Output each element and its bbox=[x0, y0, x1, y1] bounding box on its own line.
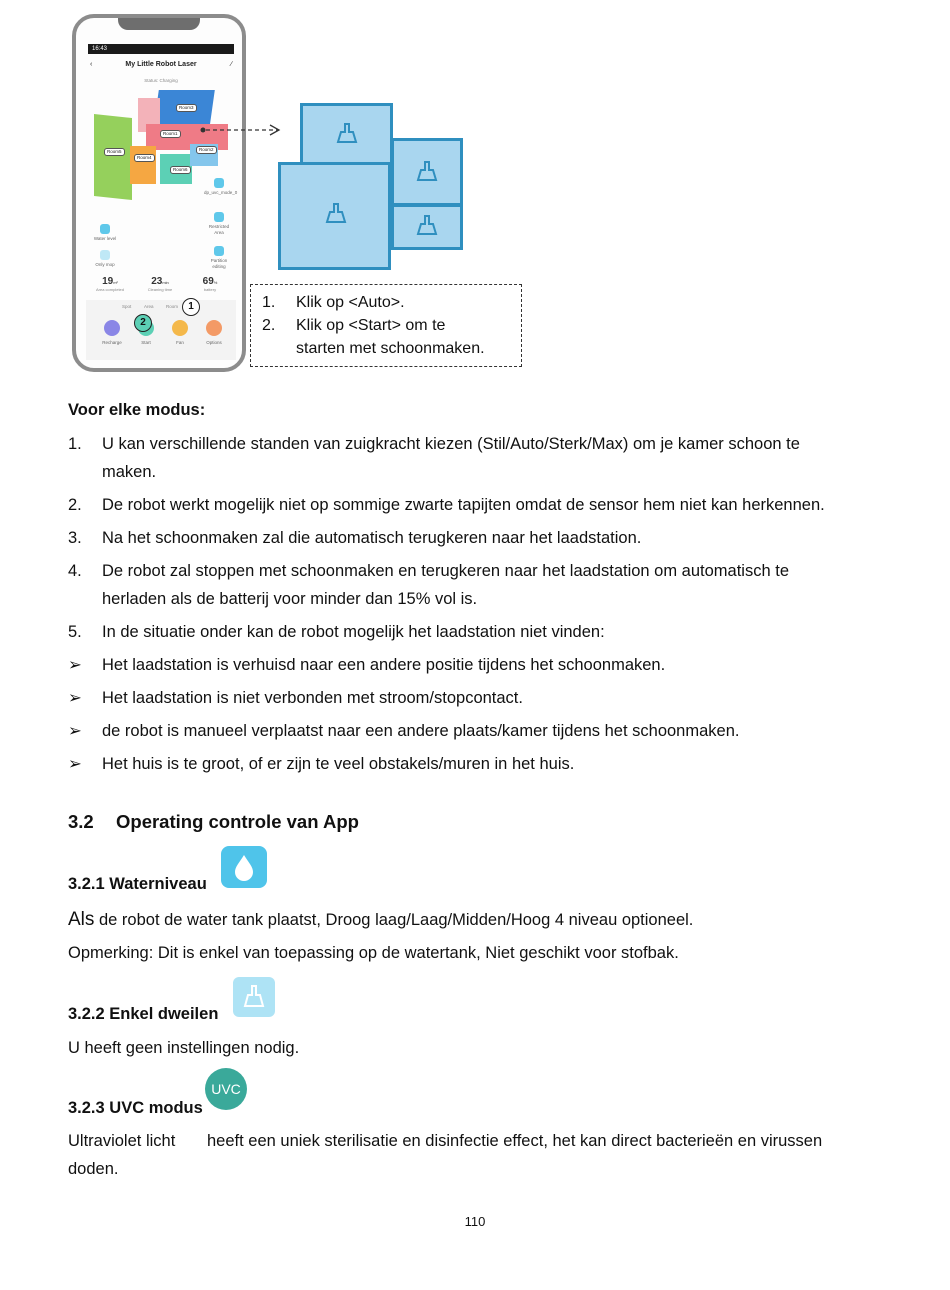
list-number: 1. bbox=[68, 435, 82, 453]
list-number: 3. bbox=[68, 529, 82, 547]
stat-area bbox=[90, 276, 130, 292]
callout-1: 1 bbox=[182, 298, 200, 316]
paragraph: doden. bbox=[68, 1160, 119, 1178]
paragraph-rest: de robot de water tank plaatst, Droog laag/Laag/Midden/Hoog 4 niveau optioneel. bbox=[94, 911, 694, 929]
list-item: In de situatie onder kan de robot mogelijk het laadstation niet vinden: bbox=[102, 623, 605, 641]
dashed-arrow bbox=[200, 122, 284, 138]
uvc-icon-text: UVC bbox=[211, 1081, 241, 1097]
uvc-icon bbox=[205, 1068, 247, 1110]
subsection-heading: 3.2.1 Waterniveau bbox=[68, 875, 207, 893]
map-room-orange bbox=[130, 146, 156, 184]
left-label: Water level bbox=[93, 236, 117, 241]
water-level-icon[interactable] bbox=[100, 224, 110, 234]
status-time: 16:43 bbox=[92, 46, 108, 52]
paragraph-lead: Als bbox=[68, 909, 95, 930]
arrow-bullet-icon: ➢ bbox=[68, 656, 82, 674]
room-label[interactable]: Room5 bbox=[104, 148, 125, 156]
fan-button[interactable] bbox=[172, 320, 188, 336]
stat-unit: % bbox=[213, 280, 218, 285]
left-label: Only mop bbox=[95, 262, 115, 267]
room-label[interactable]: Room6 bbox=[170, 166, 191, 174]
bullet-item: Het laadstation is verhuisd naar een andere positie tijdens het schoonmaken. bbox=[102, 656, 666, 674]
arrow-bullet-icon: ➢ bbox=[68, 722, 82, 740]
map-room-green bbox=[94, 114, 132, 200]
list-item: De robot zal stoppen met schoonmaken en terugkeren naar het laadstation om automatisch te bbox=[102, 562, 789, 580]
control-dock bbox=[86, 300, 236, 360]
broom-icon bbox=[325, 202, 347, 226]
recharge-button[interactable] bbox=[104, 320, 120, 336]
list-number: 2. bbox=[68, 496, 82, 514]
mop-icon bbox=[233, 977, 275, 1017]
instruction-box bbox=[250, 284, 522, 367]
list-item: Na het schoonmaken zal die automatisch terugkeren naar het laadstation. bbox=[102, 529, 642, 547]
restricted-area-icon[interactable] bbox=[214, 212, 224, 222]
callout-2: 2 bbox=[134, 314, 152, 332]
side-label: Restricted Area bbox=[208, 224, 230, 235]
list-item: U kan verschillende standen van zuigkracht kiezen (Stil/Auto/Sterk/Max) om je kamer schoon te bbox=[102, 435, 800, 453]
paragraph: Ultraviolet licht bbox=[68, 1132, 176, 1150]
side-label: Partition editing bbox=[210, 258, 228, 269]
stat-unit: min bbox=[162, 280, 169, 285]
bullet-item: de robot is manueel verplaatst naar een andere plaats/kamer tijdens het schoonmaken. bbox=[102, 722, 740, 740]
list-number: 5. bbox=[68, 623, 82, 641]
robot-status: Status: Charging bbox=[144, 78, 178, 83]
page-number: 110 bbox=[464, 1214, 486, 1229]
dock-label: Fan bbox=[176, 340, 184, 345]
room-label[interactable]: Room4 bbox=[134, 154, 155, 162]
phone-notch bbox=[118, 16, 200, 30]
options-button[interactable] bbox=[206, 320, 222, 336]
stat-label: Cleaning time bbox=[147, 287, 173, 292]
stat-battery bbox=[190, 276, 230, 292]
section-heading: Voor elke modus: bbox=[68, 401, 206, 419]
stat-value: 19 bbox=[102, 276, 114, 287]
chevron-left-icon[interactable]: ‹ bbox=[90, 61, 93, 68]
partition-edit-icon[interactable] bbox=[214, 246, 224, 256]
uvc-mode-icon[interactable] bbox=[214, 178, 224, 188]
section-title: Operating controle van App bbox=[116, 811, 359, 832]
mode-tab-spot[interactable]: Spot bbox=[122, 304, 132, 309]
stat-label: Area completed bbox=[95, 287, 124, 292]
mode-tab-room[interactable]: Room bbox=[166, 304, 179, 309]
phone-status-bar bbox=[88, 44, 234, 54]
step-text: Klik op <Start> om te bbox=[296, 317, 446, 334]
side-label: dp_uvc_mode_0 bbox=[204, 190, 238, 195]
list-item: herladen als de batterij voor minder dan 15% vol is. bbox=[102, 590, 478, 608]
dock-label: Start bbox=[141, 340, 151, 345]
broom-icon bbox=[336, 122, 358, 146]
section-number: 3.2 bbox=[68, 811, 94, 832]
subsection-heading: 3.2.2 Enkel dweilen bbox=[68, 1005, 219, 1023]
phone-mockup bbox=[72, 14, 246, 372]
paragraph bbox=[68, 906, 693, 934]
step-continuation: starten met schoonmaken. bbox=[296, 340, 485, 357]
edit-pencil-icon[interactable]: ∕ bbox=[230, 61, 232, 68]
mode-tab-area[interactable]: Area bbox=[144, 304, 154, 309]
stat-label: battery bbox=[203, 287, 217, 292]
water-drop-icon bbox=[221, 846, 267, 888]
bullet-item: Het laadstation is niet verbonden met stroom/stopcontact. bbox=[102, 689, 523, 707]
app-title: My Little Robot Laser bbox=[125, 61, 197, 68]
only-mop-icon[interactable] bbox=[100, 250, 110, 260]
list-number: 4. bbox=[68, 562, 82, 580]
broom-icon bbox=[416, 214, 438, 238]
room-label[interactable]: Room2 bbox=[196, 146, 217, 154]
room-label[interactable]: Room3 bbox=[176, 104, 197, 112]
paragraph: Opmerking: Dit is enkel van toepassing op de watertank, Niet geschikt voor stofbak. bbox=[68, 944, 679, 962]
stat-value: 23 bbox=[151, 276, 163, 287]
list-item: maken. bbox=[102, 463, 157, 481]
room-label[interactable]: Room1 bbox=[160, 130, 181, 138]
step-number: 1. bbox=[262, 294, 276, 311]
paragraph: U heeft geen instellingen nodig. bbox=[68, 1039, 300, 1057]
broom-icon bbox=[416, 160, 438, 184]
bullet-item: Het huis is te groot, of er zijn te veel obstakels/muren in het huis. bbox=[102, 755, 575, 773]
paragraph: heeft een uniek sterilisatie en disinfectie effect, het kan direct bacterieën en virussen bbox=[207, 1132, 823, 1150]
subsection-heading: 3.2.3 UVC modus bbox=[68, 1099, 203, 1117]
app-header bbox=[86, 58, 236, 72]
step-number: 2. bbox=[262, 317, 276, 334]
stat-time bbox=[140, 276, 180, 292]
list-item: De robot werkt mogelijk niet op sommige zwarte tapijten omdat de sensor hem niet kan herkennen. bbox=[102, 496, 825, 514]
arrow-bullet-icon: ➢ bbox=[68, 689, 82, 707]
step-text: Klik op <Auto>. bbox=[296, 294, 405, 311]
dock-label: Options bbox=[206, 340, 222, 345]
dock-label: Recharge bbox=[102, 340, 122, 345]
stat-value: 69 bbox=[202, 276, 214, 287]
arrow-bullet-icon: ➢ bbox=[68, 755, 82, 773]
stat-unit: m² bbox=[113, 280, 118, 285]
